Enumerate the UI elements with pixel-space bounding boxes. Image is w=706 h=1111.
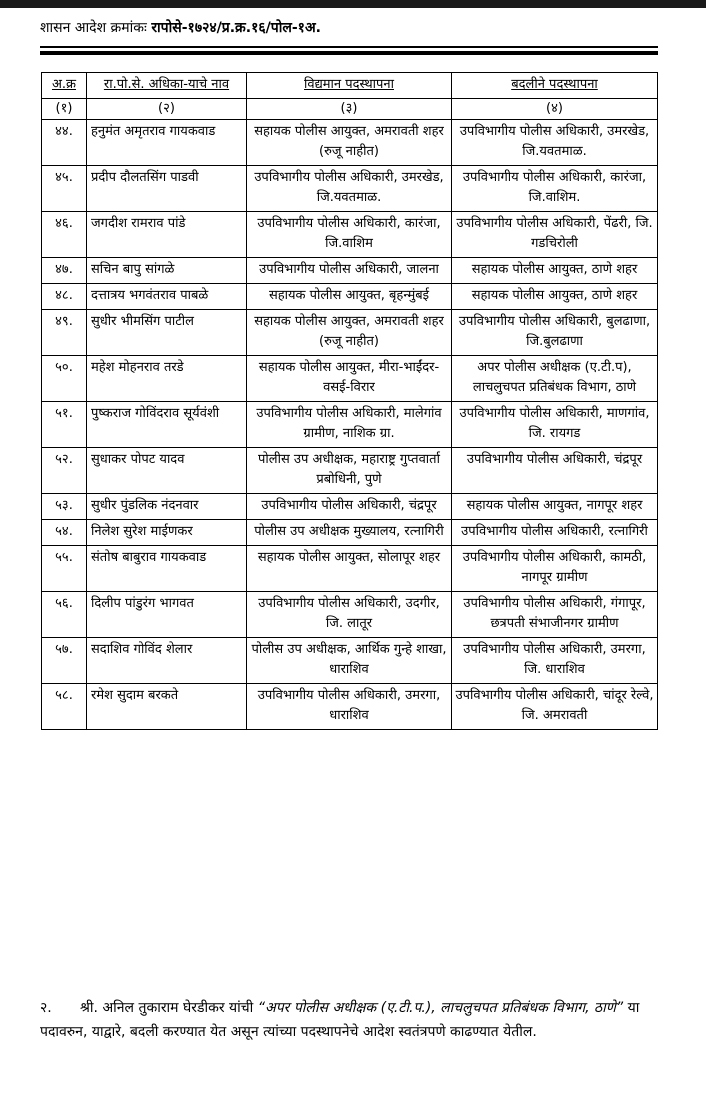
new-posting-cell: सहायक पोलीस आयुक्त, ठाणे शहर [452, 258, 658, 284]
table-row [42, 258, 658, 284]
current-posting-cell: सहायक पोलीस आयुक्त, सोलापूर शहर [247, 546, 452, 592]
officer-name-cell: रमेश सुदाम बरकते [87, 684, 247, 730]
new-posting-cell: उपविभागीय पोलीस अधिकारी, बुलढाणा, जि.बुलढाणा [452, 310, 658, 356]
col-header-current-posting: विद्यमान पदस्थापना [247, 73, 452, 99]
col-index: (२) [87, 99, 247, 120]
officer-name-cell: निलेश सुरेश माईणकर [87, 520, 247, 546]
table-row [42, 684, 658, 730]
new-posting-cell: सहायक पोलीस आयुक्त, नागपूर शहर [452, 494, 658, 520]
current-posting-cell: उपविभागीय पोलीस अधिकारी, जालना [247, 258, 452, 284]
table-row [42, 120, 658, 166]
paragraph-lead: श्री. अनिल तुकाराम घेरडीकर यांची [80, 1000, 258, 1016]
paragraph-quoted: “अपर पोलीस अधीक्षक (ए.टी.प.), लाचलुचपत प्रतिबंधक विभाग, ठाणे” [257, 1000, 624, 1016]
serial-cell: ५४. [42, 520, 87, 546]
col-header-name: रा.पो.से. अधिका-याचे नाव [87, 73, 247, 99]
current-posting-cell: सहायक पोलीस आयुक्त, अमरावती शहर (रुजू नाहीत) [247, 310, 452, 356]
officer-name-cell: संतोष बाबुराव गायकवाड [87, 546, 247, 592]
officer-name-cell: जगदीश रामराव पांडे [87, 212, 247, 258]
current-posting-cell: उपविभागीय पोलीस अधिकारी, उमरगा, धाराशिव [247, 684, 452, 730]
table-row [42, 284, 658, 310]
serial-cell: ५८. [42, 684, 87, 730]
officer-name-cell: दिलीप पांडुरंग भागवत [87, 592, 247, 638]
table-body [42, 99, 658, 730]
serial-cell: ४९. [42, 310, 87, 356]
officer-name-cell: हनुमंत अमृतराव गायकवाड [87, 120, 247, 166]
serial-cell: ५२. [42, 448, 87, 494]
serial-cell: ५७. [42, 638, 87, 684]
serial-cell: ४५. [42, 166, 87, 212]
table-row [42, 546, 658, 592]
serial-cell: ४६. [42, 212, 87, 258]
serial-cell: ५३. [42, 494, 87, 520]
table-row [42, 402, 658, 448]
transfer-table [41, 72, 658, 730]
officer-name-cell: पुष्कराज गोविंदराव सूर्यवंशी [87, 402, 247, 448]
table-row [42, 494, 658, 520]
officer-name-cell: सुधीर भीमसिंग पाटील [87, 310, 247, 356]
paragraph-rest: या पदावरुन, याद्वारे, बदली करण्यात येत असून त्यांच्या पदस्थापनेचे आदेश स्वतंत्रपणे काढण्यात येतील. [40, 1000, 640, 1040]
officer-name-cell: सुधाकर पोपट यादव [87, 448, 247, 494]
serial-cell: ५०. [42, 356, 87, 402]
new-posting-cell: उपविभागीय पोलीस अधिकारी, उमरखेड, जि.यवतमाळ. [452, 120, 658, 166]
officer-name-cell: प्रदीप दौलतसिंग पाडवी [87, 166, 247, 212]
header-rule-thick [40, 51, 658, 55]
table-row [42, 166, 658, 212]
current-posting-cell: सहायक पोलीस आयुक्त, अमरावती शहर (रुजू नाहीत) [247, 120, 452, 166]
current-posting-cell: उपविभागीय पोलीस अधिकारी, मालेगांव ग्रामीण, नाशिक ग्रा. [247, 402, 452, 448]
table-header-row [42, 73, 658, 99]
serial-cell: ४४. [42, 120, 87, 166]
officer-name-cell: सचिन बापु सांगळे [87, 258, 247, 284]
current-posting-cell: पोलीस उप अधीक्षक मुख्यालय, रत्नागिरी [247, 520, 452, 546]
new-posting-cell: अपर पोलीस अधीक्षक (ए.टी.प), लाचलुचपत प्रतिबंधक विभाग, ठाणे [452, 356, 658, 402]
current-posting-cell: उपविभागीय पोलीस अधिकारी, उमरखेड, जि.यवतमाळ. [247, 166, 452, 212]
column-index-row [42, 99, 658, 120]
officer-name-cell: महेश मोहनराव तरडे [87, 356, 247, 402]
order-number: रापोसे-१७२४/प्र.क्र.१६/पोल-१अ. [151, 20, 321, 36]
col-index: (१) [42, 99, 87, 120]
top-border [0, 0, 706, 8]
current-posting-cell: पोलीस उप अधीक्षक, आर्थिक गुन्हे शाखा, धाराशिव [247, 638, 452, 684]
serial-cell: ५१. [42, 402, 87, 448]
order-header [40, 18, 660, 38]
serial-cell: ४८. [42, 284, 87, 310]
new-posting-cell: उपविभागीय पोलीस अधिकारी, कामठी, नागपूर ग्रामीण [452, 546, 658, 592]
serial-cell: ४७. [42, 258, 87, 284]
new-posting-cell: सहायक पोलीस आयुक्त, ठाणे शहर [452, 284, 658, 310]
col-header-serial: अ.क्र [42, 73, 87, 99]
current-posting-cell: सहायक पोलीस आयुक्त, मीरा-भाईंदर-वसई-विरार [247, 356, 452, 402]
order-label: शासन आदेश क्रमांकः [40, 20, 147, 36]
table-row [42, 638, 658, 684]
new-posting-cell: उपविभागीय पोलीस अधिकारी, चांदूर रेल्वे, जि. अमरावती [452, 684, 658, 730]
table-row [42, 310, 658, 356]
new-posting-cell: उपविभागीय पोलीस अधिकारी, चंद्रपूर [452, 448, 658, 494]
table-row [42, 592, 658, 638]
current-posting-cell: उपविभागीय पोलीस अधिकारी, उदगीर, जि. लातूर [247, 592, 452, 638]
current-posting-cell: उपविभागीय पोलीस अधिकारी, कारंजा, जि.वाशिम [247, 212, 452, 258]
current-posting-cell: पोलीस उप अधीक्षक, महाराष्ट्र गुप्तवार्ता प्रबोधिनी, पुणे [247, 448, 452, 494]
col-index: (४) [452, 99, 658, 120]
officer-name-cell: सुधीर पुंडलिक नंदनवार [87, 494, 247, 520]
col-header-new-posting: बदलीने पदस्थापना [452, 73, 658, 99]
new-posting-cell: उपविभागीय पोलीस अधिकारी, रत्नागिरी [452, 520, 658, 546]
header-rule-thin [40, 46, 658, 48]
new-posting-cell: उपविभागीय पोलीस अधिकारी, उमरगा, जि. धाराशिव [452, 638, 658, 684]
note-paragraph [40, 996, 660, 1044]
new-posting-cell: उपविभागीय पोलीस अधिकारी, माणगांव, जि. रायगड [452, 402, 658, 448]
current-posting-cell: उपविभागीय पोलीस अधिकारी, चंद्रपूर [247, 494, 452, 520]
new-posting-cell: उपविभागीय पोलीस अधिकारी, गंगापूर, छत्रपती संभाजीनगर ग्रामीण [452, 592, 658, 638]
table-row [42, 212, 658, 258]
new-posting-cell: उपविभागीय पोलीस अधिकारी, पेंढरी, जि. गडचिरोली [452, 212, 658, 258]
table-row [42, 520, 658, 546]
new-posting-cell: उपविभागीय पोलीस अधिकारी, कारंजा, जि.वाशिम. [452, 166, 658, 212]
serial-cell: ५५. [42, 546, 87, 592]
table-row [42, 448, 658, 494]
officer-name-cell: सदाशिव गोविंद शेलार [87, 638, 247, 684]
table-row [42, 356, 658, 402]
current-posting-cell: सहायक पोलीस आयुक्त, बृहन्मुंबई [247, 284, 452, 310]
officer-name-cell: दत्तात्रय भगवंतराव पाबळे [87, 284, 247, 310]
paragraph-number: २. [40, 1000, 52, 1016]
serial-cell: ५६. [42, 592, 87, 638]
col-index: (३) [247, 99, 452, 120]
